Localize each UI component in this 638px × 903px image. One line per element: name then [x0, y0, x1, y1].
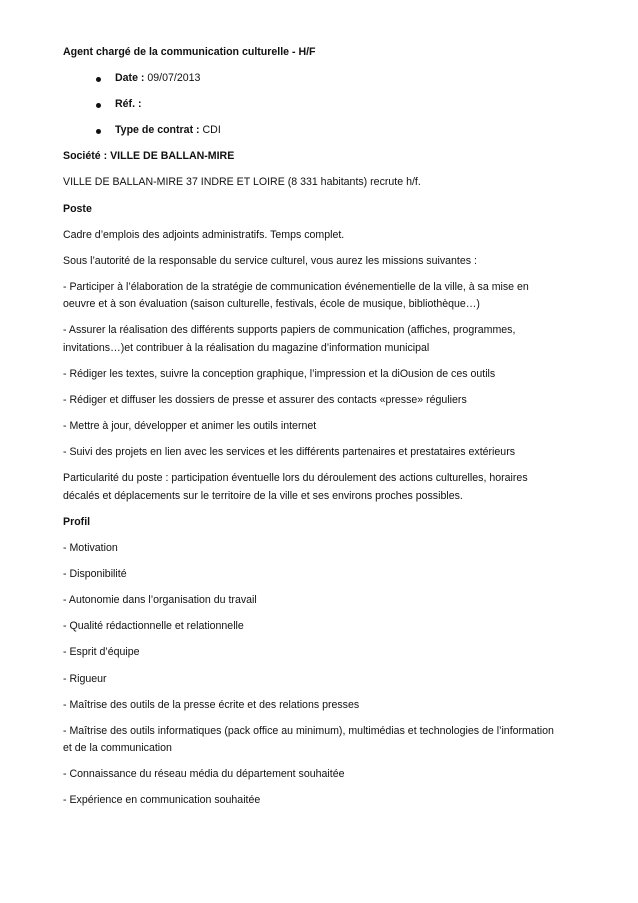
meta-reference-label: Réf. : [115, 98, 142, 111]
poste-paragraph: - Rédiger les textes, suivre la conception graphique, l’impression et la diOusion de ces outils [63, 368, 496, 381]
meta-contract-value: CDI [202, 124, 221, 137]
poste-paragraph: - Mettre à jour, développer et animer les outils internet [63, 420, 317, 433]
poste-paragraph: Cadre d’emplois des adjoints administratifs. Temps complet. [63, 228, 345, 241]
profil-item: - Expérience en communication souhaitée [63, 794, 261, 807]
meta-contract-label: Type de contrat : [115, 124, 200, 137]
poste-paragraph: - Suivi des projets en lien avec les services et les différents partenaires et prestataires extérieurs [63, 446, 516, 459]
profil-item: - Disponibilité [63, 568, 127, 581]
poste-paragraph: - Assurer la réalisation des différents supports papiers de communication (affiches, programmes, invitations…)et contribuer à la réalisation du magazine d’information municipal [63, 324, 516, 354]
profil-item: - Rigueur [63, 672, 107, 685]
meta-reference [63, 96, 563, 114]
profil-item: - Qualité rédactionnelle et relationnelle [63, 620, 244, 633]
job-title: Agent chargé de la communication culturelle - H/F [63, 46, 316, 58]
profil-item: - Maîtrise des outils de la presse écrite et des relations presses [63, 698, 360, 711]
company-heading: Société : VILLE DE BALLAN-MIRE [63, 150, 235, 163]
document-page [63, 44, 563, 819]
meta-date [63, 70, 563, 88]
meta-contract-type [63, 122, 563, 140]
meta-date-label: Date : [115, 72, 145, 85]
meta-date-value: 09/07/2013 [147, 72, 201, 85]
bullet-icon [96, 129, 101, 134]
job-meta-list [63, 70, 563, 140]
profil-item: - Autonomie dans l’organisation du travail [63, 594, 257, 607]
profil-item: - Esprit d’équipe [63, 646, 140, 659]
profil-heading: Profil [63, 516, 91, 528]
bullet-icon [96, 103, 101, 108]
profil-item: - Motivation [63, 542, 118, 555]
poste-paragraph: Sous l’autorité de la responsable du service culturel, vous aurez les missions suivantes : [63, 254, 477, 267]
poste-paragraph: Particularité du poste : participation éventuelle lors du déroulement des actions culturelles, horaires décalés et déplacements sur le territoire de la ville et ses environs proches possibles. [63, 472, 528, 502]
profil-item: - Connaissance du réseau média du département souhaitée [63, 768, 345, 781]
poste-heading: Poste [63, 202, 92, 215]
poste-paragraph: - Rédiger et diffuser les dossiers de presse et assurer des contacts «presse» réguliers [63, 394, 467, 407]
profil-item: - Maîtrise des outils informatiques (pack office au minimum), multimédias et technologies de l’information et de la communication [63, 724, 554, 755]
poste-paragraph: - Participer à l’élaboration de la stratégie de communication événementielle de la ville, à sa mise en oeuvre et à son évaluation (saison culturelle, festivals, école de musique, bibliothèque…) [63, 280, 529, 311]
company-intro: VILLE DE BALLAN-MIRE 37 INDRE ET LOIRE (8 331 habitants) recrute h/f. [63, 176, 421, 189]
bullet-icon [96, 77, 101, 82]
